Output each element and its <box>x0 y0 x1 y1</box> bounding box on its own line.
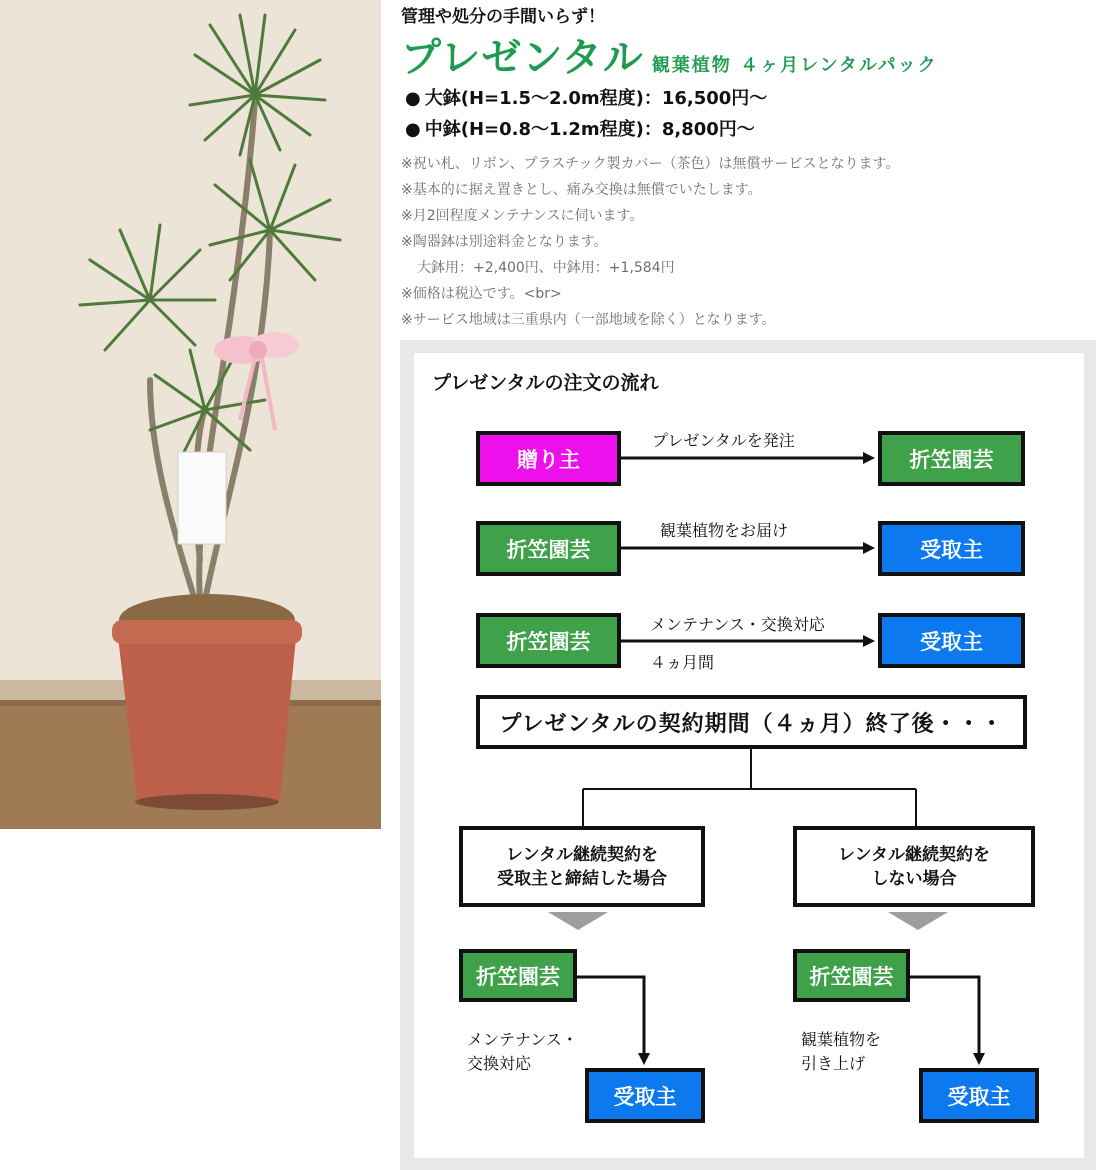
brand-title: プレゼンタル <box>401 35 644 81</box>
price-large-text: 大鉢(H=1.5〜2.0m程度)：16,500円〜 <box>424 88 768 109</box>
note-item: ※サービス地域は三重県内（一部地域を除く）となります。 <box>401 312 776 328</box>
orikasa-box: 折笠園芸 <box>459 949 577 1002</box>
note-item: ※祝い札、リボン、プラスチック製カバー（茶色）は無償サービスとなります。 <box>401 156 900 172</box>
recipient-box: 受取主 <box>585 1068 705 1123</box>
continue-line1: レンタル継続契約を <box>506 844 658 865</box>
recipient-box: 受取主 <box>878 613 1025 668</box>
right-action-line1: 観葉植物を <box>801 1030 882 1049</box>
note-item: ※月2回程度メンテナンスに伺います。 <box>401 208 644 224</box>
duration-label: ４ヵ月間 <box>650 653 715 672</box>
tagline: 管理や処分の手間いらず！ <box>401 7 605 27</box>
orikasa-box: 折笠園芸 <box>476 613 621 668</box>
left-action-line1: メンテナンス・ <box>467 1030 578 1049</box>
flow-title: プレゼンタルの注文の流れ <box>432 372 659 394</box>
note-item: ※基本的に据え置きとし、痛み交換は無償でいたします。 <box>401 182 762 198</box>
price-medium-text: 中鉢(H=0.8〜1.2m程度)：8,800円〜 <box>424 119 755 140</box>
right-action-line2: 引き上げ <box>801 1054 866 1073</box>
maintenance-label: メンテナンス・交換対応 <box>650 615 825 634</box>
recipient-box: 受取主 <box>878 521 1025 576</box>
no-continue-box <box>793 826 1035 907</box>
bullet: ● <box>405 119 421 140</box>
bullet: ● <box>405 88 421 109</box>
no-continue-line1: レンタル継続契約を <box>838 844 990 865</box>
continue-line2: 受取主と締結した場合 <box>497 868 667 889</box>
left-action-label <box>467 1028 578 1076</box>
right-action-label <box>801 1028 881 1076</box>
note-item: 大鉢用：+2,400円、中鉢用：+1,584円 <box>417 260 675 276</box>
order-label: プレゼンタルを発注 <box>652 431 795 450</box>
note-item: ※価格は税込です。<br> <box>401 286 562 302</box>
orikasa-box: 折笠園芸 <box>793 949 910 1002</box>
note-item: ※陶器鉢は別途料金となります。 <box>401 234 608 250</box>
no-continue-line2: しない場合 <box>871 868 957 889</box>
recipient-box: 受取主 <box>919 1068 1039 1123</box>
orikasa-box: 折笠園芸 <box>476 521 621 576</box>
contract-end-box: プレゼンタルの契約期間（４ヵ月）終了後・・・ <box>476 695 1027 749</box>
sender-box: 贈り主 <box>476 431 621 486</box>
deliver-label: 観葉植物をお届け <box>660 521 789 540</box>
subtitle: 観葉植物 ４ヶ月レンタルパック <box>651 55 938 76</box>
left-action-line2: 交換対応 <box>467 1054 532 1073</box>
continue-contract-box <box>459 826 705 907</box>
orikasa-box: 折笠園芸 <box>878 431 1025 486</box>
